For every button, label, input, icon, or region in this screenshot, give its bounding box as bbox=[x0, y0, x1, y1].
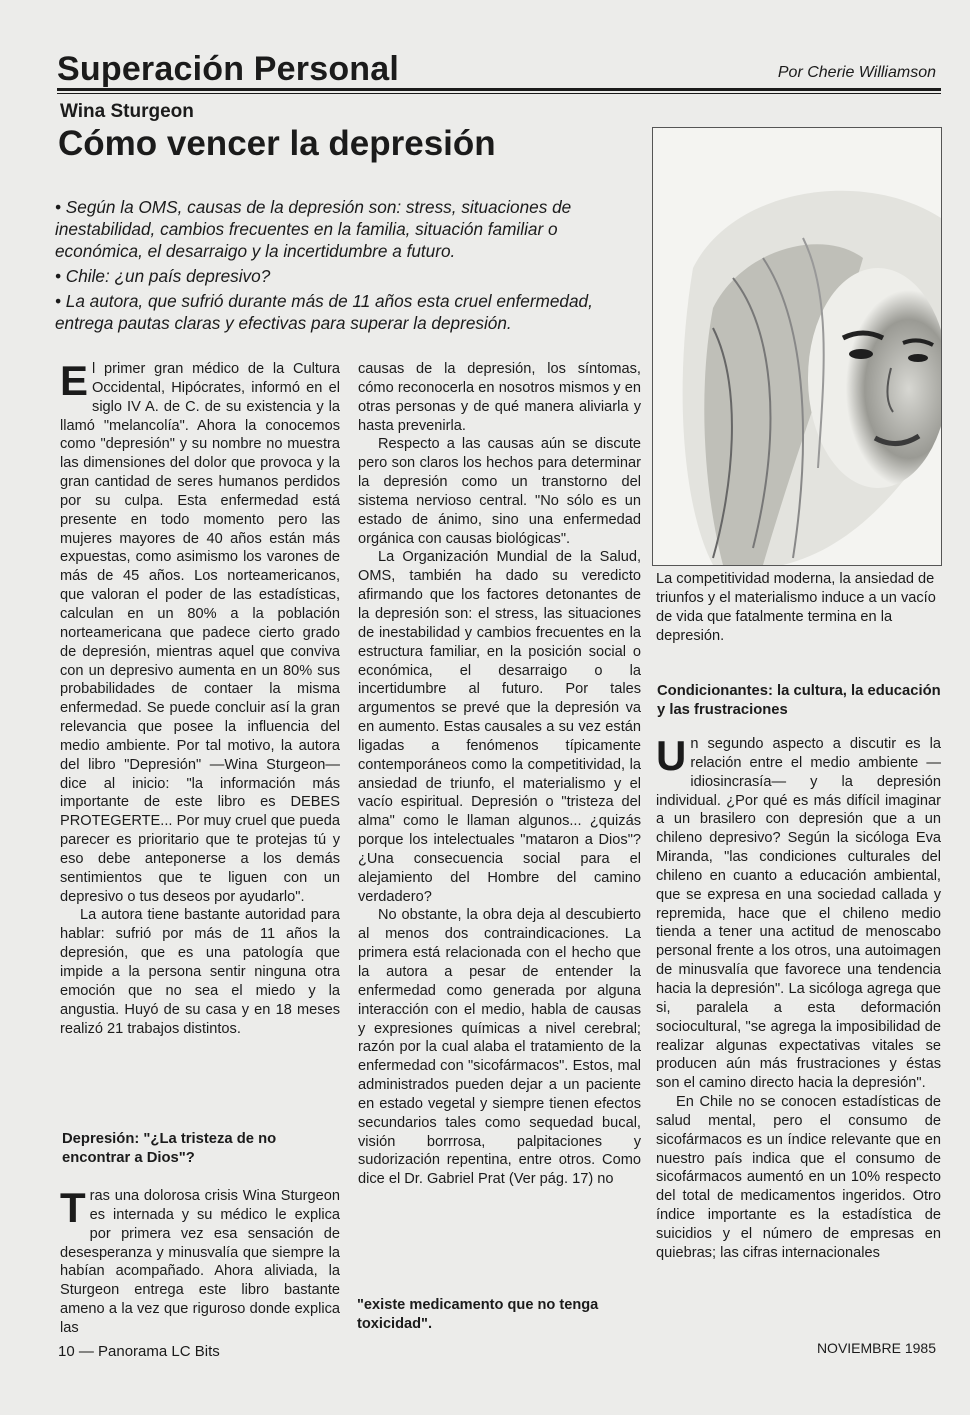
article-photo bbox=[652, 127, 942, 566]
subheading: Depresión: "¿La tristeza de no encontrar a Dios"? bbox=[62, 1131, 277, 1166]
paragraph: n segundo aspecto a discutir es la relación entre el medio ambiente —idiosincrasía— y la depresión individual. ¿Por qué es más difícil imaginar a un brasilero con depresión que a un chileno depresivo? Según la sicóloga Eva Miranda, "las condiciones culturales del chileno en cuanto a educación ambiental, que se expresa en una sociedad callada y repremida, hace que el chileno medio tienda a tener una actitud de menoscabo personal frente a los otros, una autoimagen de minusvalía que favorece una tendencia hacia la depresión". La sicóloga agrega que si, paralela a esta deformación sociocultural, "se agrega la imposibilidad de realizar algunas expectativas vitales se producen aún más frustraciones y éstas son el camino directo hacia la depresión". bbox=[656, 736, 941, 1092]
dropcap: E bbox=[60, 357, 89, 404]
paragraph: Respecto a las causas aún se discute pero son claros los hechos para determinar la depresión como un transtorno del sistema nervioso central. "No sólo es un estado de ánimo, sino una enfermedad orgánica con causas biológicas". bbox=[358, 436, 641, 547]
lead-bullet: • Chile: ¿un país depresivo? bbox=[55, 266, 271, 286]
lead-bullet: • La autora, que sufrió durante más de 11 años esta cruel enfermedad, entrega pautas claras y efectivas para superar la depresión. bbox=[55, 291, 593, 333]
byline: Por Cherie Williamson bbox=[777, 64, 936, 81]
paragraph: ras una dolorosa crisis Wina Sturgeon es internada y su médico le explica por primera vez esa sensación de desesperanza y minusvalía que siempre la habían acompañado. Ahora aliviada, la Sturgeon entrega este libro bastante ameno a la vez que riguroso donde explica las bbox=[60, 1188, 340, 1336]
column-1 bbox=[60, 357, 340, 1038]
dropcap: U bbox=[656, 732, 687, 779]
page-footer-right: NOVIEMBRE 1985 bbox=[816, 1340, 936, 1356]
article-headline: Cómo vencer la depresión bbox=[58, 124, 496, 163]
paragraph: causas de la depresión, los síntomas, cómo reconocerla en nosotros mismos y en otras personas y de qué manera aliviarla y hasta prevenirla. bbox=[358, 361, 641, 434]
section-title: Superación Personal bbox=[57, 50, 400, 88]
header-rule-thin bbox=[57, 93, 941, 94]
author-name: Wina Sturgeon bbox=[60, 101, 194, 122]
header-rule bbox=[57, 88, 941, 91]
page-footer-left: 10 — Panorama LC Bits bbox=[58, 1343, 220, 1360]
dropcap: T bbox=[60, 1184, 86, 1231]
column-1-continued bbox=[60, 1184, 340, 1338]
portrait-illustration bbox=[653, 128, 941, 565]
column-2 bbox=[358, 360, 641, 1189]
subheading: Condicionantes: la cultura, la educación y las frustraciones bbox=[657, 683, 941, 718]
paragraph: En Chile no se conocen estadísticas de salud mental, pero el consumo de sicofármacos es un índice relevante que en nuestro país indica que el consumo de sicofármacos aumentó en un 10% respecto del total de medicamentos ingeridos. Otro índice importante es la estadística de suicidios y el número de empresas en quiebras; las cifras internacionales bbox=[656, 1094, 941, 1261]
column-3 bbox=[656, 732, 941, 1263]
lead-bullet: • Según la OMS, causas de la depresión son: stress, situaciones de inestabilidad, cambios frecuentes en la familia, situación familiar o económica, el desarraigo y la incertidumbre a futuro. bbox=[55, 197, 572, 261]
pull-quote: "existe medicamento que no tenga toxicidad". bbox=[357, 1297, 599, 1332]
paragraph: La Organización Mundial de la Salud, OMS, también ha dado su veredicto afirmando que los factores detonantes de la depresión son: el stress, las situaciones de inestabilidad y cambios frecuentes en la estructura familiar, en la posición social o económica, el desarraigo o la incertidumbre al futuro. Por tales argumentos se prevé que la depresión va en aumento. Estas causales a su vez están ligadas a fenómenos típicamente contemporáneos como la competitividad, la ansiedad de triunfo, el materialismo y el vacío espiritual. Depresión o "tristeza del alma" como le llaman algunos... ¿quizás porque los intelectuales "mataron a Dios"? ¿Una consecuencia social para el alejamiento del Hombre del camino verdadero? bbox=[358, 549, 641, 905]
paragraph: No obstante, la obra deja al descubierto al menos dos contraindicaciones. La primera está relacionada con el hecho que la autora a pesar de entender la enfermedad como generada por alguna interacción con el medio, habla de causas y expresiones químicas a nivel cerebral; razón por la cual alaba el tratamiento de la enfermedad con "sicofármacos". Estos, mal administrados pueden dejar a un paciente en estado vegetal y siempre tienen efectos secundarios tales como sequedad bucal, visión borrrosa, palpitaciones y sudorización repentina, entre otros. Como dice el Dr. Gabriel Prat (Ver pág. 17) no bbox=[358, 907, 641, 1188]
photo-caption: La competitividad moderna, la ansiedad de triunfos y el materialismo induce a un vacío de vida que fatalmente termina en la depresión. bbox=[656, 571, 936, 644]
paragraph: La autora tiene bastante autoridad para hablar: sufrió por más de 11 años la depresión, que es una patología que impide a la persona sentir ninguna otra emoción que no sea el miedo y la angustia. Huyó de su casa y en 18 meses realizó 21 trabajos distintos. bbox=[60, 907, 340, 1037]
paragraph: l primer gran médico de la Cultura Occidental, Hipócrates, informó en el siglo IV A. de C. de su existencia y la llamó "melancolía". Ahora la conocemos como "depresión" y su nombre no muestra las dimensiones del dolor que provoca y la gran cantidad de seres humanos perdidos por su culpa. Esta enfermedad está presente en todo momento pero las mujeres mayores de 40 años están más expuestas, como asimismo los varones de más de 45 años. Los norteamericanos, que valoran el poder de las estadísticas, calculan en un 80% a la población norteamericana que padece cierto grado de depresión, mientras aquel que conviva con un depresivo aumenta en un 80% sus probabilidades de contaer la misma enfermedad. Se puede concluir así la gran relevancia que posee la influencia del medio ambiente. Por tal motivo, la autora del libro "Depresión" —Wina Sturgeon— dice al inicio: "la información más importante de este libro es DEBES PROTEGERTE... Por muy cruel que pueda parecer es prioritario que te protejas tú y eso debe anteponerse a los demás sentimientos que te liguen con un depresivo o tus deseos por ayudarlo". bbox=[60, 361, 340, 905]
